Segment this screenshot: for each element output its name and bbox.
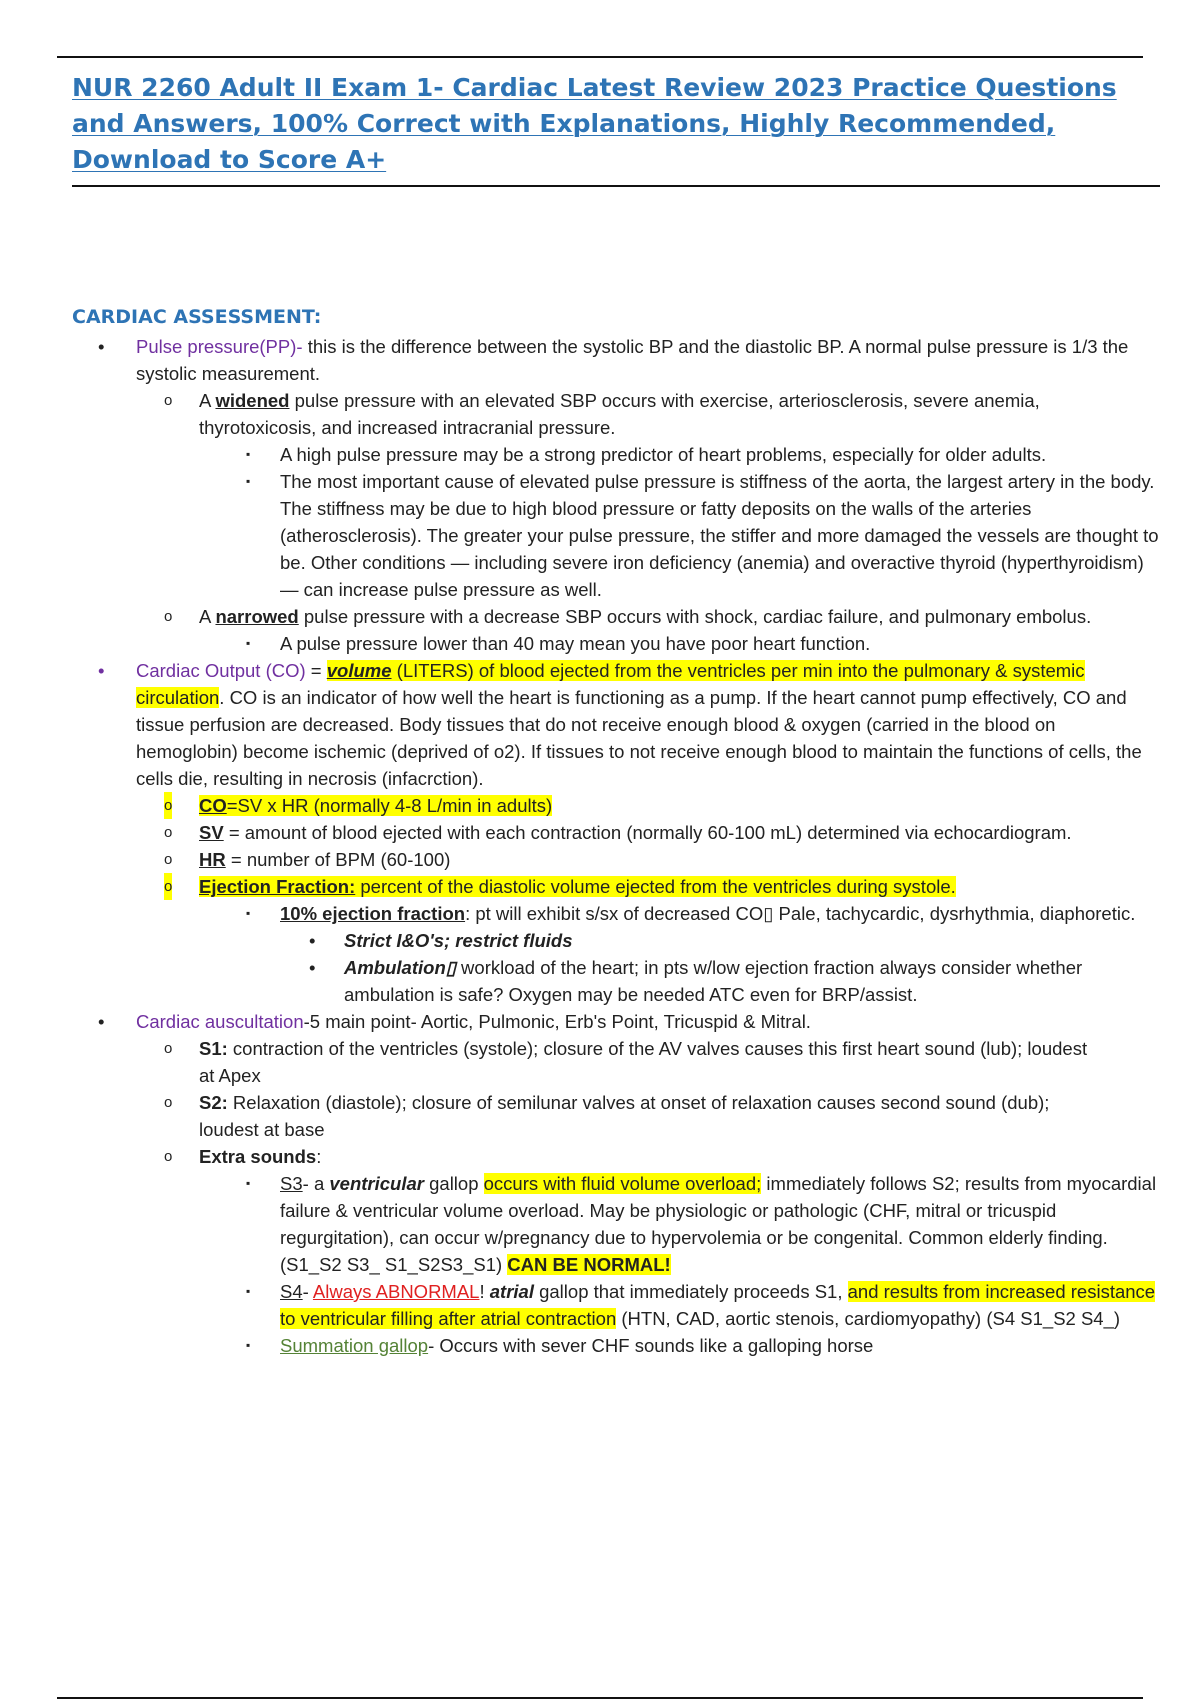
bullet-marker: • — [309, 957, 316, 978]
square-marker: ▪ — [246, 474, 251, 488]
square-marker: ▪ — [246, 1176, 251, 1190]
document-title[interactable]: NUR 2260 Adult II Exam 1- Cardiac Latest Review 2023 Practice Questions and Answers, 100% Correct with Explanations, Highly Recommended, Download to Score A+ — [72, 73, 1117, 174]
list-item-10-percent-ef: ▪ 10% ejection fraction: pt will exhibit s/sx of decreased CO▯ Pale, tachycardic, dysrhythmia, diaphoretic. — [0, 900, 1160, 927]
can-be-normal-badge: CAN BE NORMAL! — [507, 1254, 671, 1275]
circle-marker: o — [164, 851, 173, 868]
cardiac-output-label: Cardiac Output (CO) — [136, 660, 306, 681]
square-marker: ▪ — [246, 1338, 251, 1352]
bottom-rule — [57, 1697, 1143, 1699]
list-item-aorta-stiffness: ▪ The most important cause of elevated pulse pressure is stiffness of the aorta, the largest artery in the body. The stiffness may be due to high blood pressure or fatty deposits on the walls of the arteries (atherosclerosis). The greater your pulse pressure, the stiffer and more damaged the vessels are thought to be. Other conditions — including severe iron deficiency (anemia) and overactive thyroid (hyperthyroidism) — can increase pulse pressure as well. — [0, 468, 1160, 603]
narrowed-term: narrowed — [215, 606, 299, 627]
section-heading: CARDIAC ASSESSMENT: — [72, 306, 322, 328]
list-item-high-pp: ▪ A high pulse pressure may be a strong predictor of heart problems, especially for older adults. — [0, 441, 1160, 468]
list-item-co-formula: o CO=SV x HR (normally 4-8 L/min in adults) — [0, 792, 1099, 819]
cardiac-auscultation-label: Cardiac auscultation — [136, 1011, 304, 1032]
bullet-marker: • — [98, 336, 105, 357]
pulse-pressure-label: Pulse pressure(PP)- — [136, 336, 303, 357]
bullet-marker: • — [309, 930, 316, 951]
circle-marker: o — [164, 392, 173, 409]
list-item-hr: o HR = number of BPM (60-100) — [0, 846, 1099, 873]
list-item-strict-io: • Strict I&O's; restrict fluids — [0, 927, 1094, 954]
bullet-marker: • — [98, 1011, 105, 1032]
circle-marker: o — [164, 873, 172, 900]
list-item-s3: ▪ S3- a ventricular gallop occurs with fluid volume overload; immediately follows S2; results from myocardial failure & ventricular volume overload. May be physiologic or pathologic (CHF, mitral or tricuspid regurgitation), can occur w/pregnancy due to hypervolemia or be congenital. Common elderly finding. (S1_S2 S3_ S1_S2S3_S1) CAN BE NORMAL! — [0, 1170, 1160, 1278]
list-item-ejection-fraction: o Ejection Fraction: percent of the diastolic volume ejected from the ventricles during systole. — [0, 873, 1099, 900]
square-marker: ▪ — [246, 447, 251, 461]
list-item-cardiac-auscultation: • Cardiac auscultation-5 main point- Aortic, Pulmonic, Erb's Point, Tricuspid & Mitral. — [0, 1008, 1146, 1035]
list-item-cardiac-output: • Cardiac Output (CO) = volume (LITERS) of blood ejected from the ventricles per min into the pulmonary & systemic circulation. CO is an indicator of how well the heart is functioning as a pump. If the heart cannot pump effectively, CO and tissue perfusion are decreased. Body tissues that do not receive enough blood & oxygen (carried in the blood on hemoglobin) become ischemic (deprived of o2). If tissues to not receive enough blood to maintain the functions of cells, the cells die, resulting in necrosis (infacrction). — [0, 657, 1146, 792]
list-item-s4: ▪ S4- Always ABNORMAL! atrial gallop that immediately proceeds S1, and results from increased resistance to ventricular filling after atrial contraction (HTN, CAD, aortic stenois, cardiomyopathy) (S4 S1_S2 S4_) — [0, 1278, 1160, 1332]
list-item-extra-sounds: o Extra sounds: — [0, 1143, 1099, 1170]
list-item-s1: o S1: contraction of the ventricles (systole); closure of the AV valves causes this first heart sound (lub); loudest at Apex — [0, 1035, 1099, 1089]
widened-term: widened — [215, 390, 290, 411]
title-underline-rule — [72, 185, 1160, 187]
square-marker: ▪ — [246, 1284, 251, 1298]
list-item-summation-gallop: ▪ Summation gallop- Occurs with sever CHF sounds like a galloping horse — [0, 1332, 1160, 1359]
circle-marker: o — [164, 608, 173, 625]
list-item-ambulation: • Ambulation▯ workload of the heart; in pts w/low ejection fraction always consider whether ambulation is safe? Oxygen may be needed ATC even for BRP/assist. — [0, 954, 1094, 1008]
square-marker: ▪ — [246, 906, 251, 920]
document-body — [0, 333, 1200, 1359]
circle-marker: o — [164, 792, 172, 819]
square-marker: ▪ — [246, 636, 251, 650]
circle-marker: o — [164, 1040, 173, 1057]
list-item-sv: o SV = amount of blood ejected with each contraction (normally 60-100 mL) determined via echocardiogram. — [0, 819, 1099, 846]
list-item-pulse-pressure: • Pulse pressure(PP)- this is the difference between the systolic BP and the diastolic BP. A normal pulse pressure is 1/3 the systolic measurement. — [0, 333, 1146, 387]
bullet-marker: • — [98, 660, 105, 681]
circle-marker: o — [164, 824, 173, 841]
circle-marker: o — [164, 1148, 173, 1165]
top-rule — [57, 56, 1143, 58]
list-item-widened: o A widened pulse pressure with an elevated SBP occurs with exercise, arteriosclerosis, severe anemia, thyrotoxicosis, and increased intracranial pressure. — [0, 387, 1099, 441]
list-item-narrowed: o A narrowed pulse pressure with a decrease SBP occurs with shock, cardiac failure, and pulmonary embolus. — [0, 603, 1099, 630]
always-abnormal-text: Always ABNORMAL — [312, 1281, 480, 1302]
circle-marker: o — [164, 1094, 173, 1111]
list-item-low-pp: ▪ A pulse pressure lower than 40 may mean you have poor heart function. — [0, 630, 1160, 657]
list-item-s2: o S2: Relaxation (diastole); closure of semilunar valves at onset of relaxation causes second sound (dub); loudest at base — [0, 1089, 1099, 1143]
co-definition-highlight: volume (LITERS) of blood ejected from the ventricles per min into the pulmonary & systemic circulation — [136, 660, 1085, 708]
